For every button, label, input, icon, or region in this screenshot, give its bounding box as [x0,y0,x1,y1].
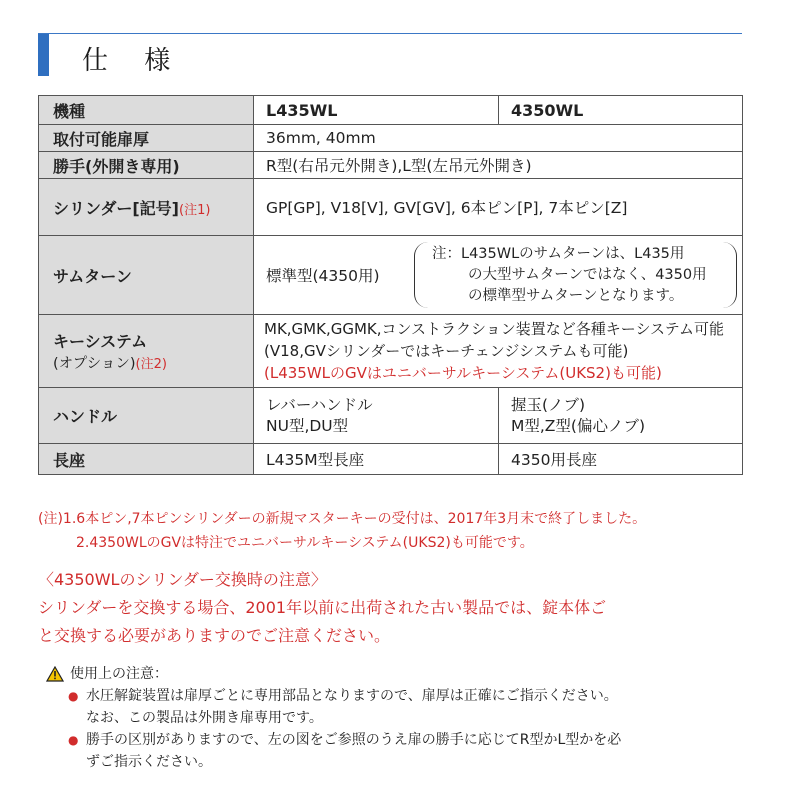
table-row [39,179,743,236]
handle-b-line: M型,Z型(偏心ノブ) [511,416,646,435]
footnote-1: (注)1.6本ピン,7本ピンシリンダーの新規マスターキーの受付は、2017年3月末で終了しました。 [38,511,647,527]
caution-text: 勝手の区別がありますので、左の図をご参照のうえ扉の勝手に応じてR型かL型かを必 [86,732,622,748]
caution-text: なお、この製品は外開き扉専用です。 [86,710,323,726]
note1-mark: (注1) [179,202,211,218]
handle-b-line: 握玉(ノブ) [511,395,586,414]
replacement-warning-title: 〈4350WLのシリンダー交換時の注意〉 [38,570,327,589]
left-paren [414,242,429,308]
thumbturn-note-line: 注：L435WLのサムターンは、L435用 [432,246,685,262]
table-row [39,96,743,125]
model-b: 4350WL [499,96,743,125]
row-label-thumbturn: サムターン [39,236,254,315]
base-b: 4350用長座 [499,444,743,475]
row-label-hand: 勝手(外開き専用) [39,152,254,179]
cylinder-label: シリンダー[記号] [53,198,179,218]
replacement-warning [38,566,606,650]
section-title: 仕 様 [82,46,185,76]
keysystem-label: キーシステム [53,332,148,351]
handle-a-line: レバーハンドル [266,395,373,414]
row-label-keysystem [39,315,254,388]
keysystem-line2: (V18,GVシリンダーではキーチェンジシステムも可能) [264,342,629,360]
thumbturn-note-line: の標準型サムターンとなります。 [468,288,684,304]
handle-a [254,388,499,444]
warning-triangle-icon [46,666,64,682]
handle-b [499,388,743,444]
replacement-warning-line: と交換する必要がありますのでご注意ください。 [38,626,391,645]
base-a: L435M型長座 [254,444,499,475]
list-item [46,729,621,751]
hand-value: R型(右吊元外開き),L型(左吊元外開き) [254,152,743,179]
row-label-thickness: 取付可能扉厚 [39,125,254,152]
row-label-base: 長座 [39,444,254,475]
keysystem-sublabel: (オプション) [53,356,136,372]
usage-caution [46,663,621,773]
caution-text: ずご指示ください。 [86,754,212,770]
caution-heading: 使用上の注意： [70,666,168,682]
table-row [39,236,743,315]
keysystem-line3: (L435WLのGVはユニバーサルキーシステム(UKS2)も可能) [264,364,662,382]
model-a: L435WL [254,96,499,125]
title-accent-bar [38,34,49,76]
caution-text: 水圧解錠装置は扉厚ごとに専用部品となりますので、扉厚は正確にご指示ください。 [86,688,618,704]
table-row [39,152,743,179]
table-row [39,125,743,152]
right-paren [722,242,737,308]
row-label-model: 機種 [39,96,254,125]
thumbturn-cell [254,236,743,315]
bullet-icon: ● [68,689,79,703]
bullet-icon: ● [68,733,79,747]
cylinder-value: GP[GP], V18[V], GV[GV], 6本ピン[P], 7本ピン[Z] [254,179,743,236]
keysystem-line1: MK,GMK,GGMK,コンストラクション装置など各種キーシステム可能 [264,320,724,338]
list-item [46,685,621,707]
thumbturn-standard: 標準型(4350用) [266,267,380,285]
footnotes [38,507,646,555]
caution-heading-row [46,663,621,685]
thumbturn-note [432,244,707,307]
section-title-bar [38,33,742,76]
row-label-cylinder [39,179,254,236]
thickness-value: 36mm, 40mm [254,125,743,152]
footnote-2: 2.4350WLのGVは特注でユニバーサルキーシステム(UKS2)も可能です。 [76,535,534,551]
row-label-handle: ハンドル [39,388,254,444]
table-row [39,444,743,475]
table-row [39,388,743,444]
handle-a-line: NU型,DU型 [266,416,349,435]
replacement-warning-line: シリンダーを交換する場合、2001年以前に出荷された古い製品では、錠本体ご [38,598,607,617]
note2-mark: (注2) [135,357,167,372]
spec-table [38,95,743,475]
thumbturn-note-line: の大型サムターンではなく、4350用 [468,267,707,283]
keysystem-cell [254,315,743,388]
table-row [39,315,743,388]
